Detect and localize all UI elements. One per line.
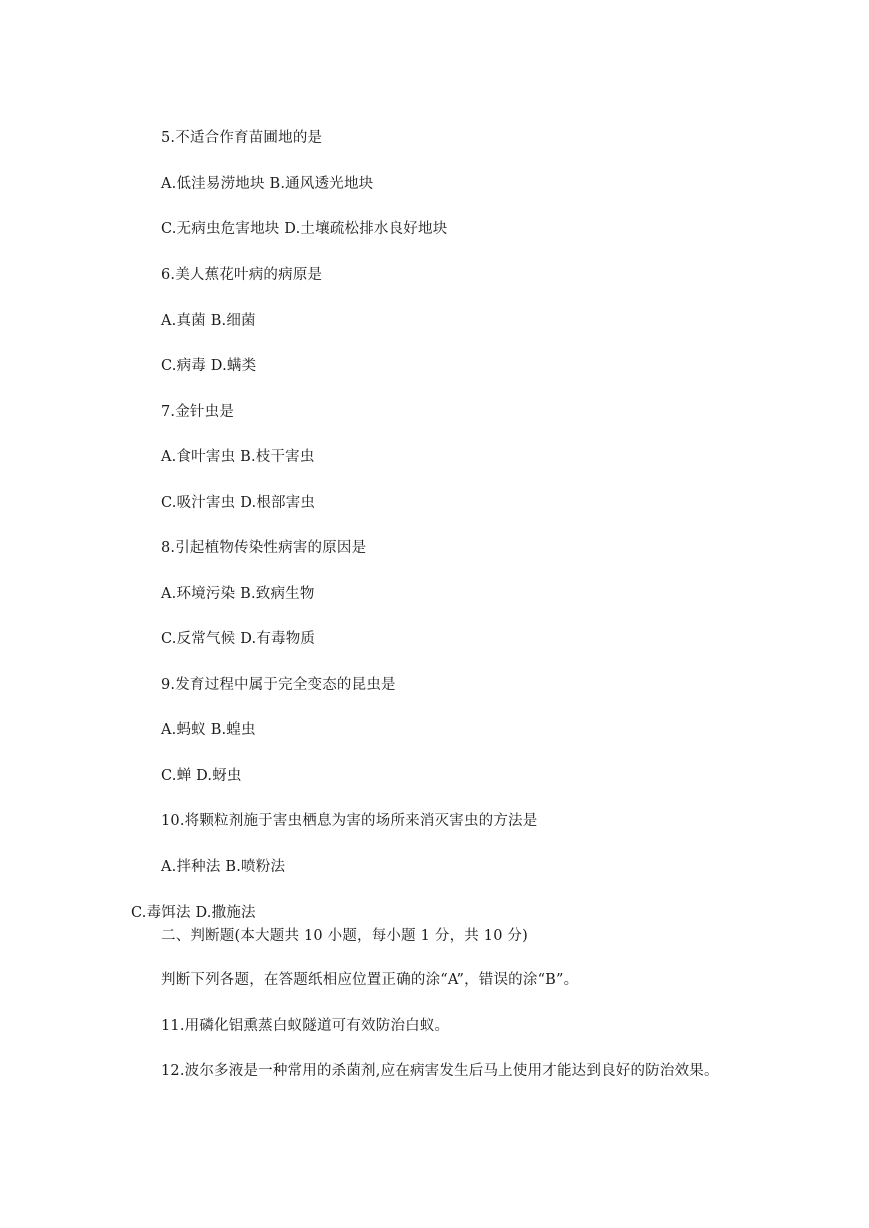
question-8-stem: 8.引起植物传染性病害的原因是 <box>161 540 367 556</box>
question-6-options-ab: A.真菌 B.细菌 <box>161 313 256 329</box>
question-9-options-ab: A.蚂蚁 B.蝗虫 <box>161 722 256 738</box>
question-10-stem: 10.将颗粒剂施于害虫栖息为害的场所来消灭害虫的方法是 <box>161 813 538 829</box>
question-5-options-cd: C.无病虫危害地块 D.土壤疏松排水良好地块 <box>161 221 448 237</box>
question-8-options-ab: A.环境污染 B.致病生物 <box>161 586 315 602</box>
question-7-options-ab: A.食叶害虫 B.枝干害虫 <box>161 449 315 465</box>
section-2-instruction: 判断下列各题，在答题纸相应位置正确的涂“A”，错误的涂“B”。 <box>161 972 579 988</box>
question-11-text: 11.用磷化铝熏蒸白蚁隧道可有效防治白蚁。 <box>161 1018 450 1034</box>
question-8-options-cd: C.反常气候 D.有毒物质 <box>161 631 316 647</box>
question-5-stem: 5.不适合作育苗圃地的是 <box>161 130 323 146</box>
question-6-stem: 6.美人蕉花叶病的病原是 <box>161 267 323 283</box>
question-6-options-cd: C.病毒 D.螨类 <box>161 358 257 374</box>
question-7-options-cd: C.吸汁害虫 D.根部害虫 <box>161 495 316 511</box>
question-7-stem: 7.金针虫是 <box>161 404 235 420</box>
question-9-stem: 9.发育过程中属于完全变态的昆虫是 <box>161 677 396 693</box>
section-2-heading: 二、判断题(本大题共 10 小题，每小题 1 分，共 10 分) <box>161 928 528 944</box>
question-10-options-cd: C.毒饵法 D.撒施法 <box>131 905 256 921</box>
question-5-options-ab: A.低洼易涝地块 B.通风透光地块 <box>161 176 374 192</box>
question-12-text: 12.波尔多液是一种常用的杀菌剂,应在病害发生后马上使用才能达到良好的防治效果。 <box>161 1063 719 1079</box>
question-9-options-cd: C.蝉 D.蚜虫 <box>161 768 242 784</box>
question-10-options-ab: A.拌种法 B.喷粉法 <box>161 859 286 875</box>
